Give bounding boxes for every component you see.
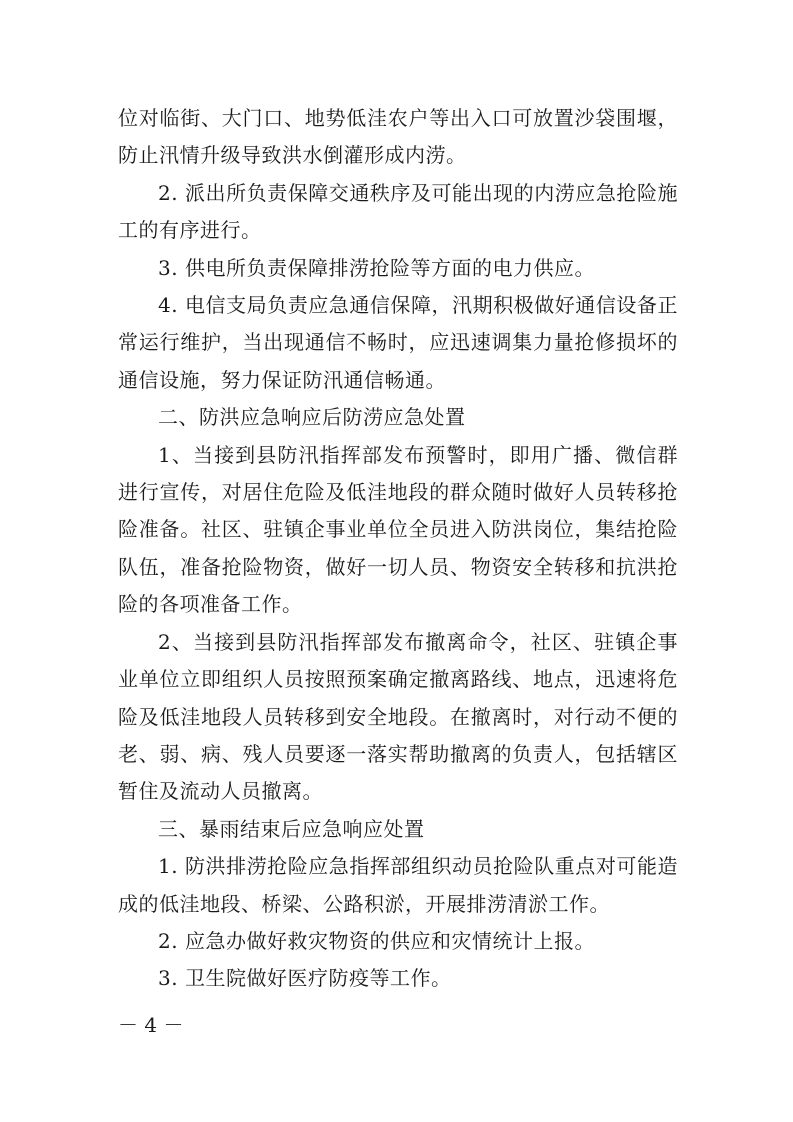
document-body [118,100,678,998]
section-heading-flood-response: 二、防洪应急响应后防涝应急处置 [158,405,466,430]
paragraph-medical: 3. 卫生院做好医疗防疫等工作。 [158,966,452,991]
page-number: － 4 － [118,1013,184,1037]
paragraph-power-supply: 3. 供电所负责保障排涝抢险等方面的电力供应。 [158,255,595,280]
paragraph-continuation: 位对临街、大门口、地势低洼农户等出入口可放置沙袋围堰，防止汛情升级导致洪水倒灌形成内涝。 [118,106,678,168]
paragraph-telecom: 4. 电信支局负责应急通信保障，汛期积极做好通信设备正常运行维护，当出现通信不畅时，应迅速调集力量抢修损坏的通信设施，努力保证防汛通信畅通。 [118,293,678,392]
paragraph-evacuation-order: 2、当接到县防汛指挥部发布撤离命令，社区、驻镇企事业单位立即组织人员按照预案确定撤离路线、地点，迅速将危险及低洼地段人员转移到安全地段。在撤离时，对行动不便的老、弱、病、残人员要逐一落实帮助撤离的负责人，包括辖区暂住及流动人员撤离。 [118,629,678,804]
paragraph-drainage-cleanup: 1. 防洪排涝抢险应急指挥部组织动员抢险队重点对可能造成的低洼地段、桥梁、公路积淤，开展排涝清淤工作。 [118,854,678,916]
paragraph-warning-response: 1、当接到县防汛指挥部发布预警时，即用广播、微信群进行宣传，对居住危险及低洼地段的群众随时做好人员转移抢险准备。社区、驻镇企事业单位全员进入防洪岗位，集结抢险队伍，准备抢险物资，做好一切人员、物资安全转移和抗洪抢险的各项准备工作。 [118,442,678,617]
paragraph-relief-supplies: 2. 应急办做好救灾物资的供应和灾情统计上报。 [158,928,595,953]
section-heading-post-rain: 三、暴雨结束后应急响应处置 [158,816,425,841]
paragraph-police-station: 2. 派出所负责保障交通秩序及可能出现的内涝应急抢险施工的有序进行。 [118,180,678,243]
